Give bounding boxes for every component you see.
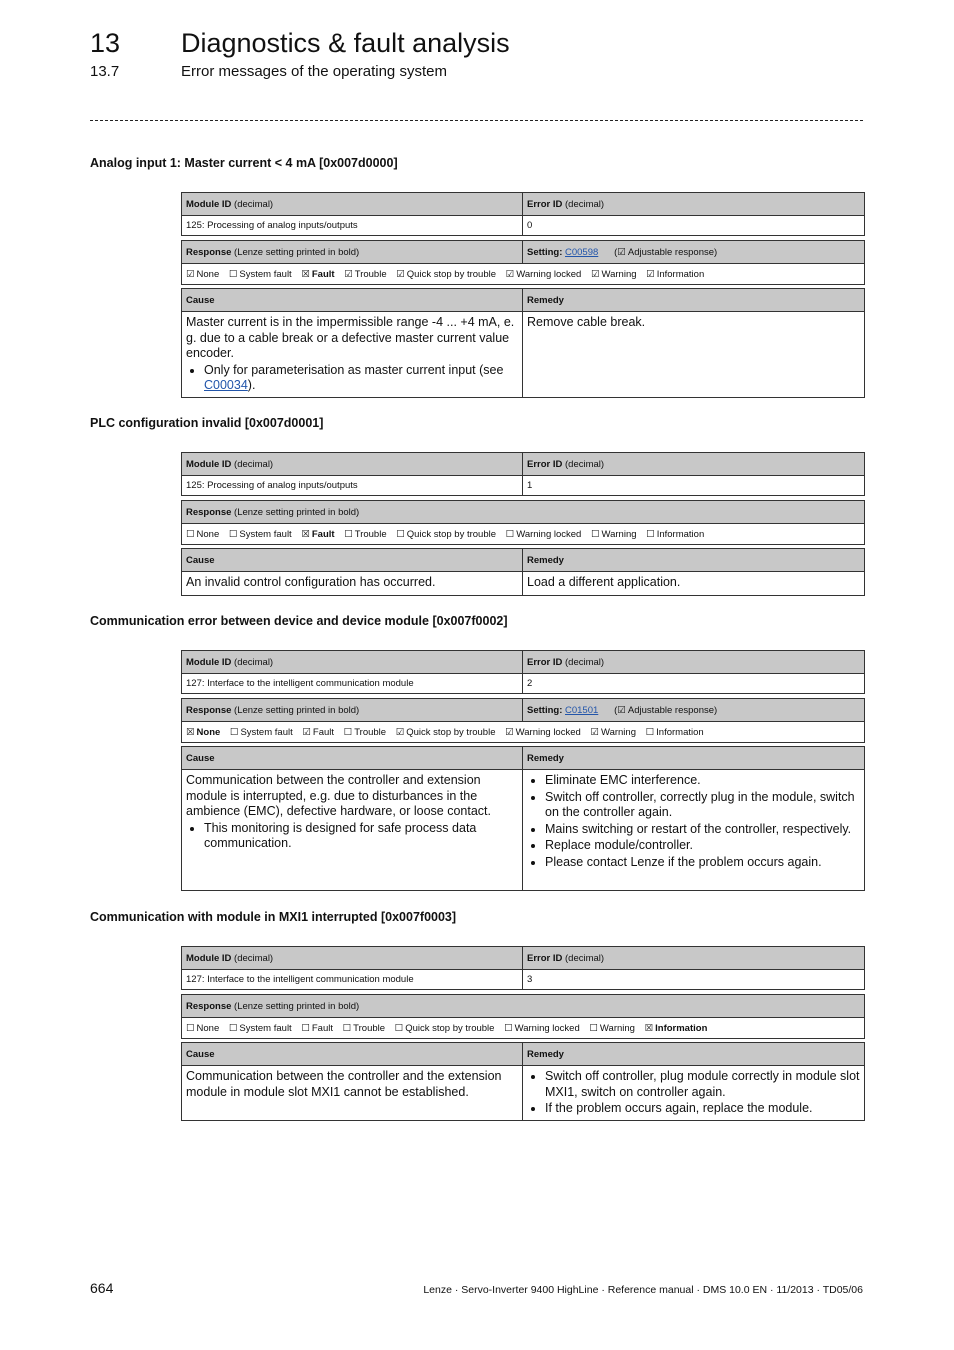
checkbox-icon: ☑: [395, 726, 405, 738]
checkbox-icon: ☑: [344, 268, 353, 280]
response-options: [182, 264, 865, 285]
option-none: ☐ None: [186, 528, 220, 540]
checkbox-icon: ☑: [396, 268, 405, 280]
cause-header: Cause: [182, 289, 523, 312]
remedy-header: Remedy: [523, 549, 865, 572]
checkbox-icon: ☑: [186, 268, 195, 280]
checkbox-icon: ☒: [186, 726, 195, 738]
module-id-header: Module ID (decimal): [182, 947, 523, 970]
checkbox-icon: ☒: [301, 268, 310, 280]
error-id-value: 3: [523, 970, 865, 990]
checkbox-icon: ☐: [228, 1022, 238, 1034]
response-table-1: [181, 240, 865, 285]
error-id-value: 1: [523, 476, 865, 496]
module-table-3: [181, 650, 865, 694]
checkbox-icon: ☑: [590, 726, 599, 738]
checkbox-icon: ☐: [396, 528, 405, 540]
option-information: ☑ Information: [646, 268, 705, 280]
remedy-bullet: • Switch off controller, correctly plug in the module, switch on the controller again.: [545, 790, 860, 821]
error-heading-3: Communication error between device and device module [0x007f0002]: [90, 614, 508, 628]
option-warning-locked: ☐ Warning locked: [505, 528, 582, 540]
chapter-number: 13: [90, 28, 121, 58]
option-information: ☐ Information: [646, 528, 705, 540]
cause-table-3: [181, 746, 865, 891]
remedy-cell: Load a different application.: [523, 572, 865, 596]
cause-cell: Master current is in the impermissible range -4 ... +4 mA, e. g. due to a cable break or a defective master current value encoder. • Only for parameterisation as master current input (see C00034).: [182, 312, 523, 398]
remedy-bullet: • Eliminate EMC interference.: [545, 773, 860, 789]
module-id-value: 125: Processing of analog inputs/outputs: [182, 476, 523, 496]
option-warning: ☐ Warning: [590, 528, 637, 540]
option-system-fault: ☐ System fault: [229, 726, 293, 738]
error-id-header: Error ID (decimal): [523, 947, 865, 970]
module-id-value: 125: Processing of analog inputs/outputs: [182, 216, 523, 236]
cause-table-1: [181, 288, 865, 398]
option-fault: ☑ Fault: [302, 726, 335, 738]
checkbox-icon: ☐: [229, 726, 239, 738]
module-table-2: [181, 452, 865, 496]
cause-bullet: • Only for parameterisation as master current input (see C00034).: [204, 363, 518, 394]
remedy-bullet: • Mains switching or restart of the controller, respectively.: [545, 822, 860, 838]
module-table-4: [181, 946, 865, 990]
option-trouble: ☐ Trouble: [344, 528, 387, 540]
option-system-fault: ☐ System fault: [228, 1022, 292, 1034]
response-header: Response (Lenze setting printed in bold): [182, 699, 523, 722]
error-id-value: 0: [523, 216, 865, 236]
option-trouble: ☐ Trouble: [342, 1022, 386, 1034]
remedy-cell: [523, 1066, 865, 1121]
response-header: Response (Lenze setting printed in bold): [182, 995, 865, 1018]
checkbox-icon: ☐: [228, 268, 238, 280]
remedy-header: Remedy: [523, 747, 865, 770]
remedy-header: Remedy: [523, 289, 865, 312]
header-divider: [90, 120, 863, 121]
option-quick-stop: ☐ Quick stop by trouble: [396, 528, 497, 540]
option-information: ☒ Information: [644, 1022, 708, 1034]
checkbox-icon: ☐: [342, 1022, 352, 1034]
error-heading-4: Communication with module in MXI1 interrupted [0x007f0003]: [90, 910, 457, 924]
setting-link[interactable]: C01501: [565, 704, 599, 716]
section-number: 13.7: [90, 63, 120, 80]
option-trouble: ☑ Trouble: [344, 268, 387, 280]
option-warning: ☐ Warning: [589, 1022, 635, 1034]
option-none: ☑ None: [186, 268, 220, 280]
cause-cell: An invalid control configuration has occurred.: [182, 572, 523, 596]
checkbox-icon: ☐: [301, 1022, 310, 1034]
checkbox-icon: ☐: [186, 1022, 195, 1034]
option-information: ☐ Information: [645, 726, 704, 738]
footer-text: Lenze · Servo-Inverter 9400 HighLine · Reference manual · DMS 10.0 EN · 11/2013 · TD05/06: [423, 1284, 863, 1296]
remedy-bullet: • Switch off controller, plug module correctly in module slot MXI1, switch on controller again.: [545, 1069, 860, 1100]
cause-bullet: • This monitoring is designed for safe process data communication.: [204, 821, 518, 852]
option-trouble: ☐ Trouble: [343, 726, 387, 738]
checkbox-icon: ☑: [590, 268, 600, 280]
checkbox-icon: ☐: [228, 528, 238, 540]
error-id-header: Error ID (decimal): [523, 193, 865, 216]
page-number: 664: [90, 1280, 114, 1296]
checkbox-icon: ☑: [505, 726, 514, 738]
response-header: Response (Lenze setting printed in bold): [182, 241, 523, 264]
checkbox-icon: ☒: [644, 1022, 654, 1034]
section-title: Error messages of the operating system: [181, 63, 447, 80]
checkbox-icon: ☑: [302, 726, 311, 738]
checkbox-icon: ☐: [504, 1022, 513, 1034]
option-fault: ☒ Fault: [301, 528, 335, 540]
remedy-cell: Remove cable break.: [523, 312, 865, 398]
cause-table-2: [181, 548, 865, 596]
response-options: [182, 1018, 865, 1039]
checkbox-icon: ☐: [505, 528, 515, 540]
cause-cell: Communication between the controller and the extension module in module slot MXI1 cannot be established.: [182, 1066, 523, 1121]
option-warning-locked: ☑ Warning locked: [505, 268, 582, 280]
response-table-2: [181, 500, 865, 545]
module-id-value: 127: Interface to the intelligent communication module: [182, 970, 523, 990]
option-fault: ☒ Fault: [301, 268, 335, 280]
option-warning-locked: ☑ Warning locked: [505, 726, 581, 738]
option-none: ☒ None: [186, 726, 221, 738]
option-system-fault: ☐ System fault: [228, 268, 292, 280]
setting-header: Setting: C01501 (☑ Adjustable response): [523, 699, 865, 722]
setting-header: Setting: C00598 (☑ Adjustable response): [523, 241, 865, 264]
remedy-bullet: • Please contact Lenze if the problem occurs again.: [545, 855, 860, 871]
response-options: [182, 524, 865, 545]
checkbox-icon: ☐: [645, 726, 655, 738]
error-heading-2: PLC configuration invalid [0x007d0001]: [90, 416, 324, 430]
remedy-header: Remedy: [523, 1043, 865, 1066]
error-id-header: Error ID (decimal): [523, 651, 865, 674]
cause-header: Cause: [182, 549, 523, 572]
remedy-cell: [523, 770, 865, 891]
module-id-value: 127: Interface to the intelligent communication module: [182, 674, 523, 694]
checkbox-icon: ☐: [590, 528, 600, 540]
error-heading-1: Analog input 1: Master current < 4 mA [0x007d0000]: [90, 156, 398, 170]
option-quick-stop: ☑ Quick stop by trouble: [396, 268, 497, 280]
checkbox-icon: ☒: [301, 528, 310, 540]
remedy-bullet: • If the problem occurs again, replace the module.: [545, 1101, 860, 1117]
checkbox-icon: ☐: [186, 528, 195, 540]
module-table-1: [181, 192, 865, 236]
response-header: Response (Lenze setting printed in bold): [182, 501, 865, 524]
error-id-header: Error ID (decimal): [523, 453, 865, 476]
response-table-3: [181, 698, 865, 743]
cause-header: Cause: [182, 1043, 523, 1066]
module-id-header: Module ID (decimal): [182, 453, 523, 476]
response-options: [182, 722, 865, 743]
chapter-title: Diagnostics & fault analysis: [181, 28, 510, 58]
option-quick-stop: ☑ Quick stop by trouble: [395, 726, 496, 738]
checkbox-icon: ☐: [343, 726, 353, 738]
parameter-link[interactable]: C00034: [204, 378, 248, 392]
checkbox-icon: ☑: [505, 268, 515, 280]
option-warning-locked: ☐ Warning locked: [504, 1022, 580, 1034]
option-none: ☐ None: [186, 1022, 220, 1034]
option-fault: ☐ Fault: [301, 1022, 333, 1034]
setting-link[interactable]: C00598: [565, 246, 599, 258]
module-id-header: Module ID (decimal): [182, 193, 523, 216]
option-warning: ☑ Warning: [590, 268, 637, 280]
cause-cell: Communication between the controller and extension module is interrupted, e.g. due to disturbances in the ambience (EMC), defective hardware, or loose contact. • This monitoring is designed for safe process data communication.: [182, 770, 523, 891]
checkbox-icon: ☐: [394, 1022, 404, 1034]
option-warning: ☑ Warning: [590, 726, 636, 738]
cause-header: Cause: [182, 747, 523, 770]
checkbox-icon: ☐: [344, 528, 353, 540]
checkbox-icon: ☑: [646, 268, 655, 280]
checkbox-icon: ☐: [589, 1022, 598, 1034]
error-id-value: 2: [523, 674, 865, 694]
module-id-header: Module ID (decimal): [182, 651, 523, 674]
option-quick-stop: ☐ Quick stop by trouble: [394, 1022, 495, 1034]
option-system-fault: ☐ System fault: [228, 528, 292, 540]
checkbox-icon: ☐: [646, 528, 655, 540]
cause-table-4: [181, 1042, 865, 1121]
remedy-bullet: • Replace module/controller.: [545, 838, 860, 854]
response-table-4: [181, 994, 865, 1039]
